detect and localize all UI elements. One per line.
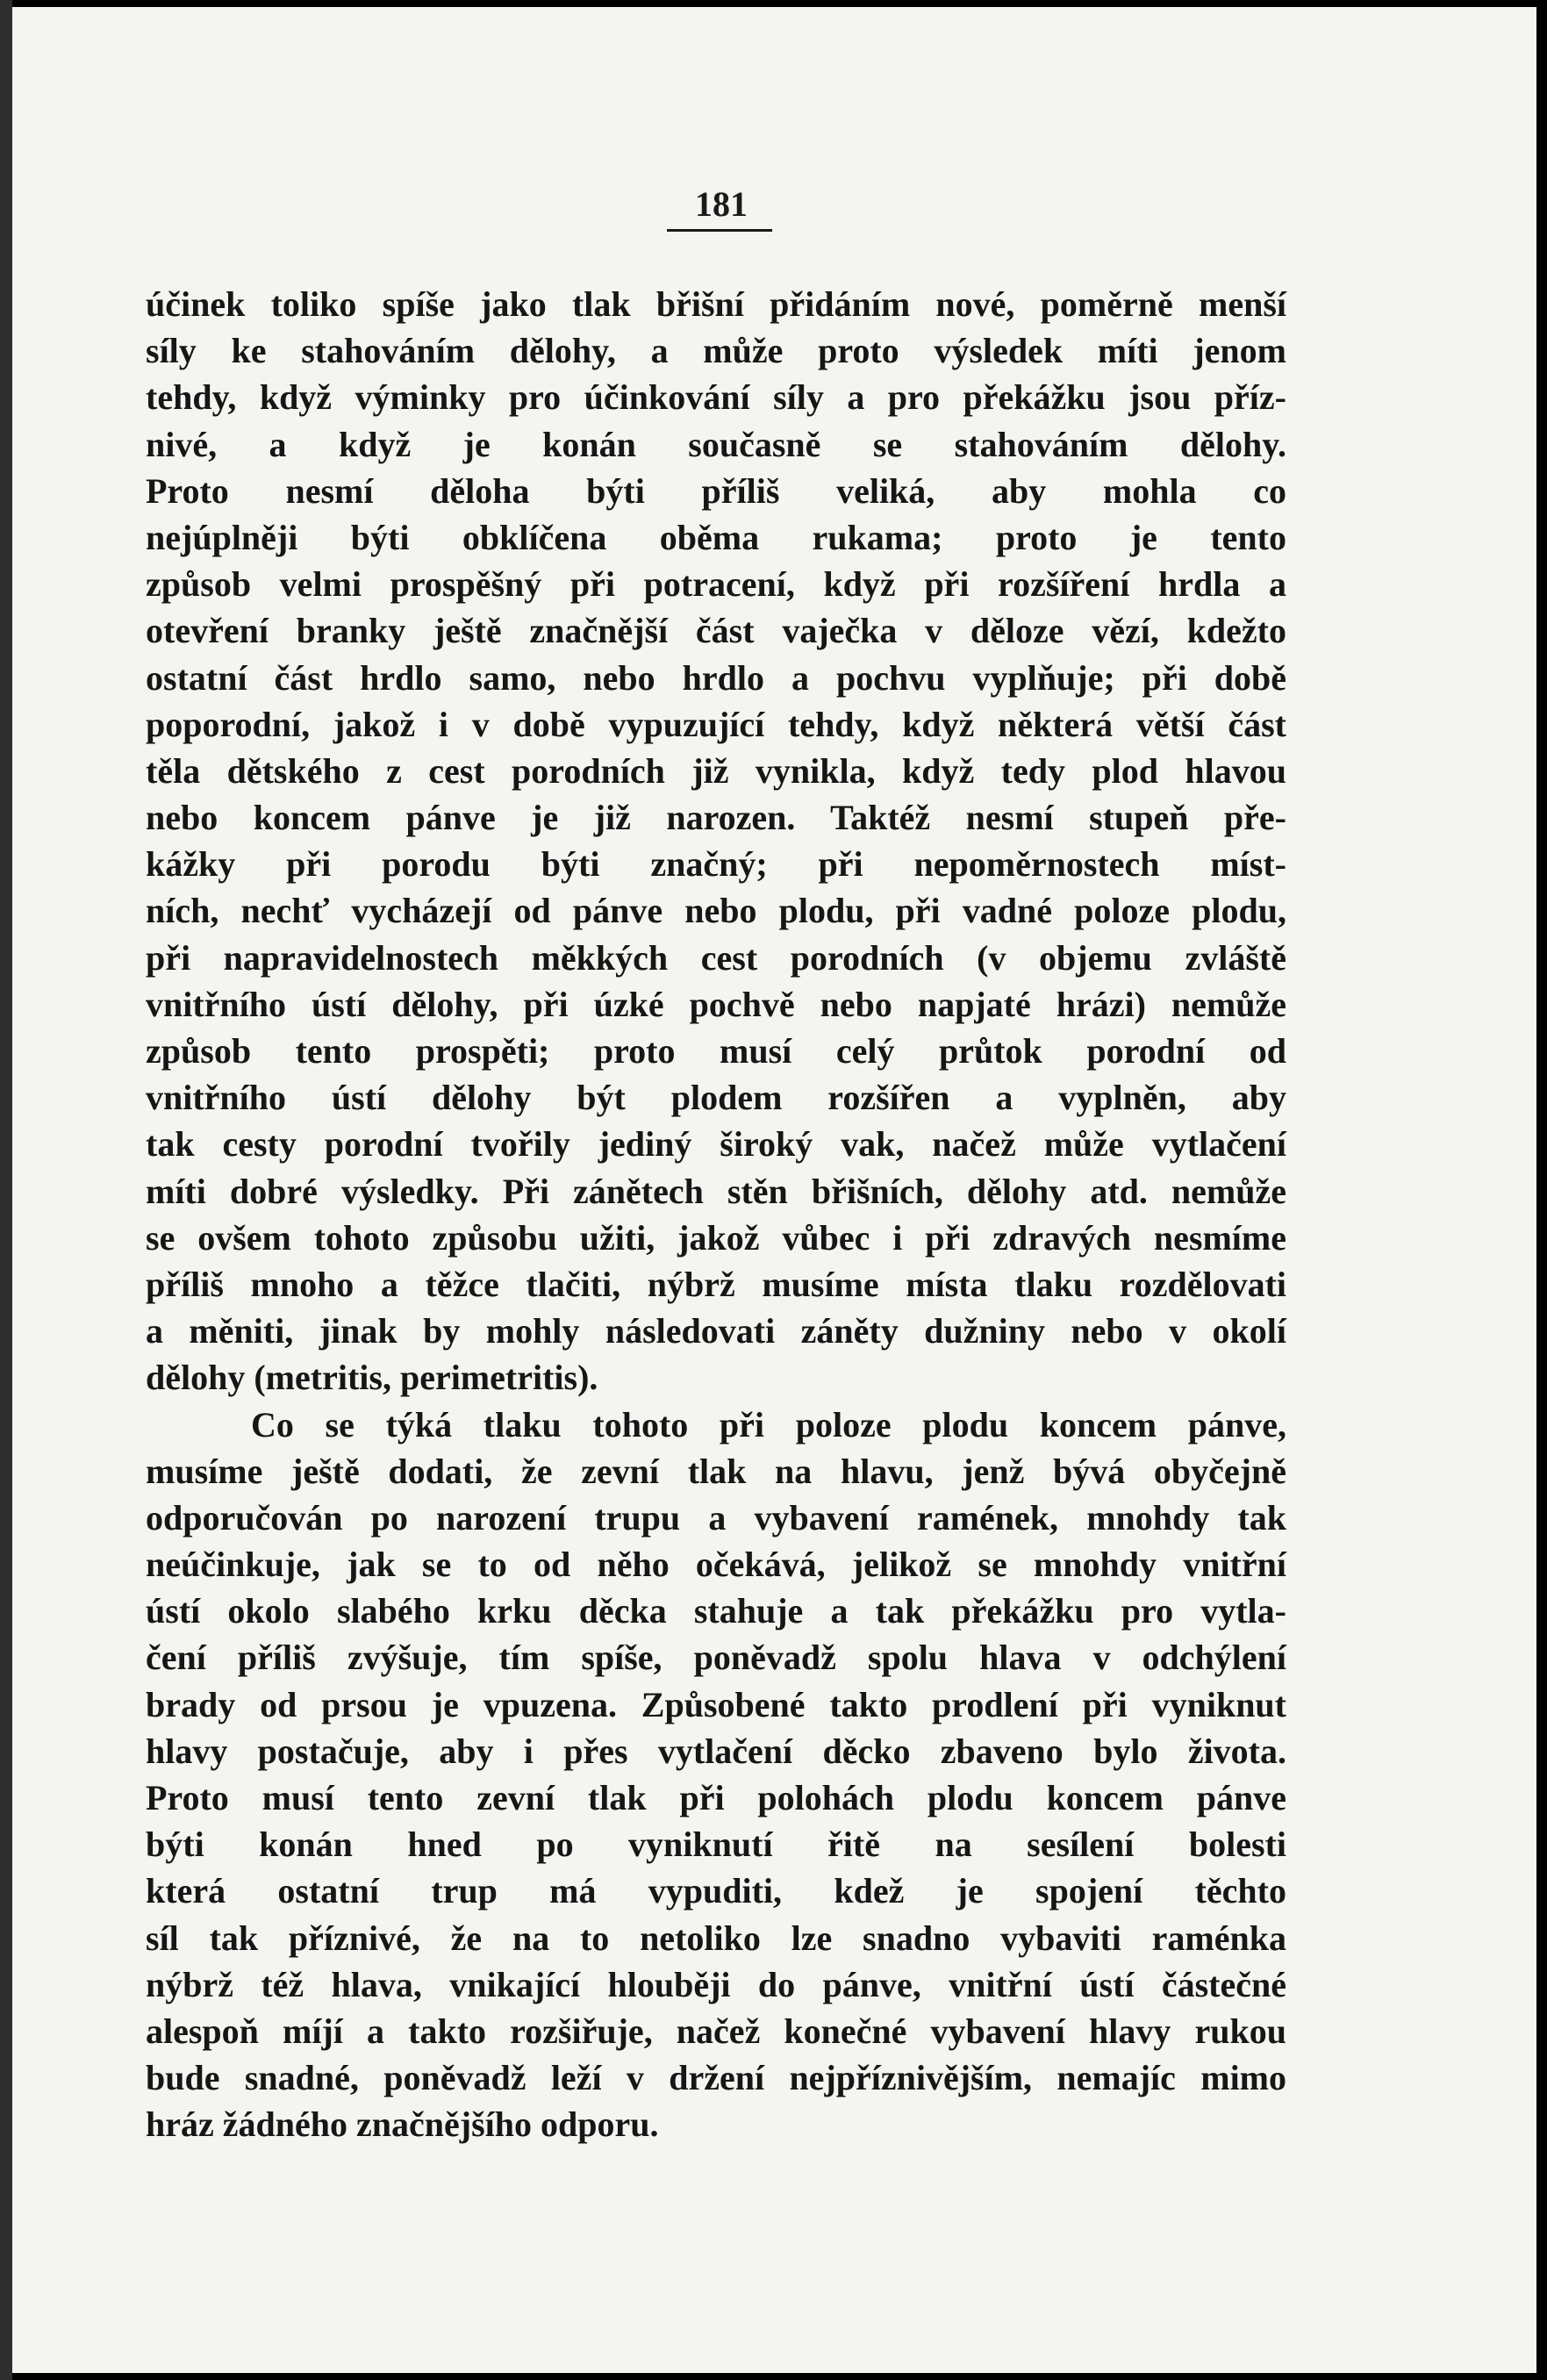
text-line: způsob tento prospěti; proto musí celý průtok porodní od [146, 1031, 1286, 1071]
page-number: 181 [695, 184, 748, 224]
text-line: síly ke stahováním dělohy, a může proto výsledek míti jenom [146, 331, 1286, 371]
text-line: nivé, a když je konán současně se stahováním dělohy. [146, 424, 1286, 464]
text-line: hlavy postačuje, aby i přes vytlačení děcko zbaveno bylo života. [146, 1731, 1286, 1771]
text-line: čení příliš zvýšuje, tím spíše, poněvadž spolu hlava v odchýlení [146, 1638, 1286, 1678]
text-line: brady od prsou je vpuzena. Způsobené takto prodlení při vyniknut [146, 1684, 1286, 1724]
paragraph-end-line: dělohy (metritis, perimetritis). [146, 1358, 598, 1398]
text-line: ních, nechť vycházejí od pánve nebo plodu, při vadné poloze plodu, [146, 891, 1286, 931]
text-line: ústí okolo slabého krku děcka stahuje a tak překážku pro vytla- [146, 1591, 1286, 1631]
text-line: ostatní část hrdlo samo, nebo hrdlo a pochvu vyplňuje; při době [146, 657, 1286, 698]
text-line: se ovšem tohoto způsobu užiti, jakož vůbec i při zdravých nesmíme [146, 1217, 1286, 1258]
text-line: těla dětského z cest porodních již vynikla, když tedy plod hlavou [146, 750, 1286, 791]
paragraph-start-line: Co se týká tlaku tohoto při poloze plodu koncem pánve, [251, 1404, 1286, 1444]
text-line: bude snadné, poněvadž leží v držení nejpříznivějším, nemajíc mimo [146, 2058, 1286, 2098]
body-text [146, 281, 1286, 2148]
text-line: musíme ještě dodati, že zevní tlak na hlavu, jenž bývá obyčejně [146, 1451, 1286, 1491]
text-line: vnitřního ústí dělohy být plodem rozšířen a vyplněn, aby [146, 1078, 1286, 1118]
text-line: tak cesty porodní tvořily jediný široký vak, načež může vytlačení [146, 1124, 1286, 1165]
text-line: nejúplněji býti obklíčena oběma rukama; proto je tento [146, 517, 1286, 557]
text-line: kážky při porodu býti značný; při nepoměrnostech míst- [146, 844, 1286, 885]
page-number-underline [667, 229, 772, 232]
page-edge-shadow [0, 0, 12, 2380]
text-line: která ostatní trup má vypuditi, kdež je spojení těchto [146, 1871, 1286, 1911]
paragraph-end-line: hráz žádného značnějšího odporu. [146, 2104, 659, 2145]
text-line: alespoň míjí a takto rozšiřuje, načež konečné vybavení hlavy rukou [146, 2011, 1286, 2051]
text-line: Proto musí tento zevní tlak při polohách plodu koncem pánve [146, 1778, 1286, 1817]
text-line: býti konán hned po vyniknutí řitě na sesílení bolesti [146, 1824, 1286, 1865]
text-line: síl tak příznivé, že na to netoliko lze snadno vybaviti raménka [146, 1918, 1286, 1958]
text-line: tehdy, když výminky pro účinkování síly a pro překážku jsou příz- [146, 377, 1286, 418]
text-line: odporučován po narození trupu a vybavení ramének, mnohdy tak [146, 1497, 1286, 1538]
text-line: při napravidelnostech měkkých cest porodních (v objemu zvláště [146, 937, 1286, 978]
text-line: míti dobré výsledky. Při zánětech stěn břišních, dělohy atd. nemůže [146, 1171, 1286, 1211]
book-page [12, 7, 1536, 2373]
text-line: a měniti, jinak by mohly následovati záněty dužniny nebo v okolí [146, 1311, 1286, 1351]
text-line: nebo koncem pánve je již narozen. Taktéž nesmí stupeň pře- [146, 798, 1286, 838]
text-line: poporodní, jakož i v době vypuzující tehdy, když některá větší část [146, 704, 1286, 744]
text-line: vnitřního ústí dělohy, při úzké pochvě nebo napjaté hrázi) nemůže [146, 984, 1286, 1024]
text-line: účinek toliko spíše jako tlak břišní přidáním nové, poměrně menší [146, 284, 1286, 324]
text-line: otevření branky ještě značnější část vaječka v děloze vězí, kdežto [146, 611, 1286, 651]
text-line: příliš mnoho a těžce tlačiti, nýbrž musíme místa tlaku rozdělovati [146, 1264, 1286, 1304]
text-line: Proto nesmí děloha býti příliš veliká, aby mohla co [146, 470, 1286, 511]
text-line: způsob velmi prospěšný při potracení, když při rozšíření hrdla a [146, 564, 1286, 605]
text-line: nýbrž též hlava, vnikající hlouběji do pánve, vnitřní ústí částečné [146, 1964, 1286, 2004]
text-line: neúčinkuje, jak se to od něho očekává, jelikož se mnohdy vnitřní [146, 1545, 1286, 1585]
